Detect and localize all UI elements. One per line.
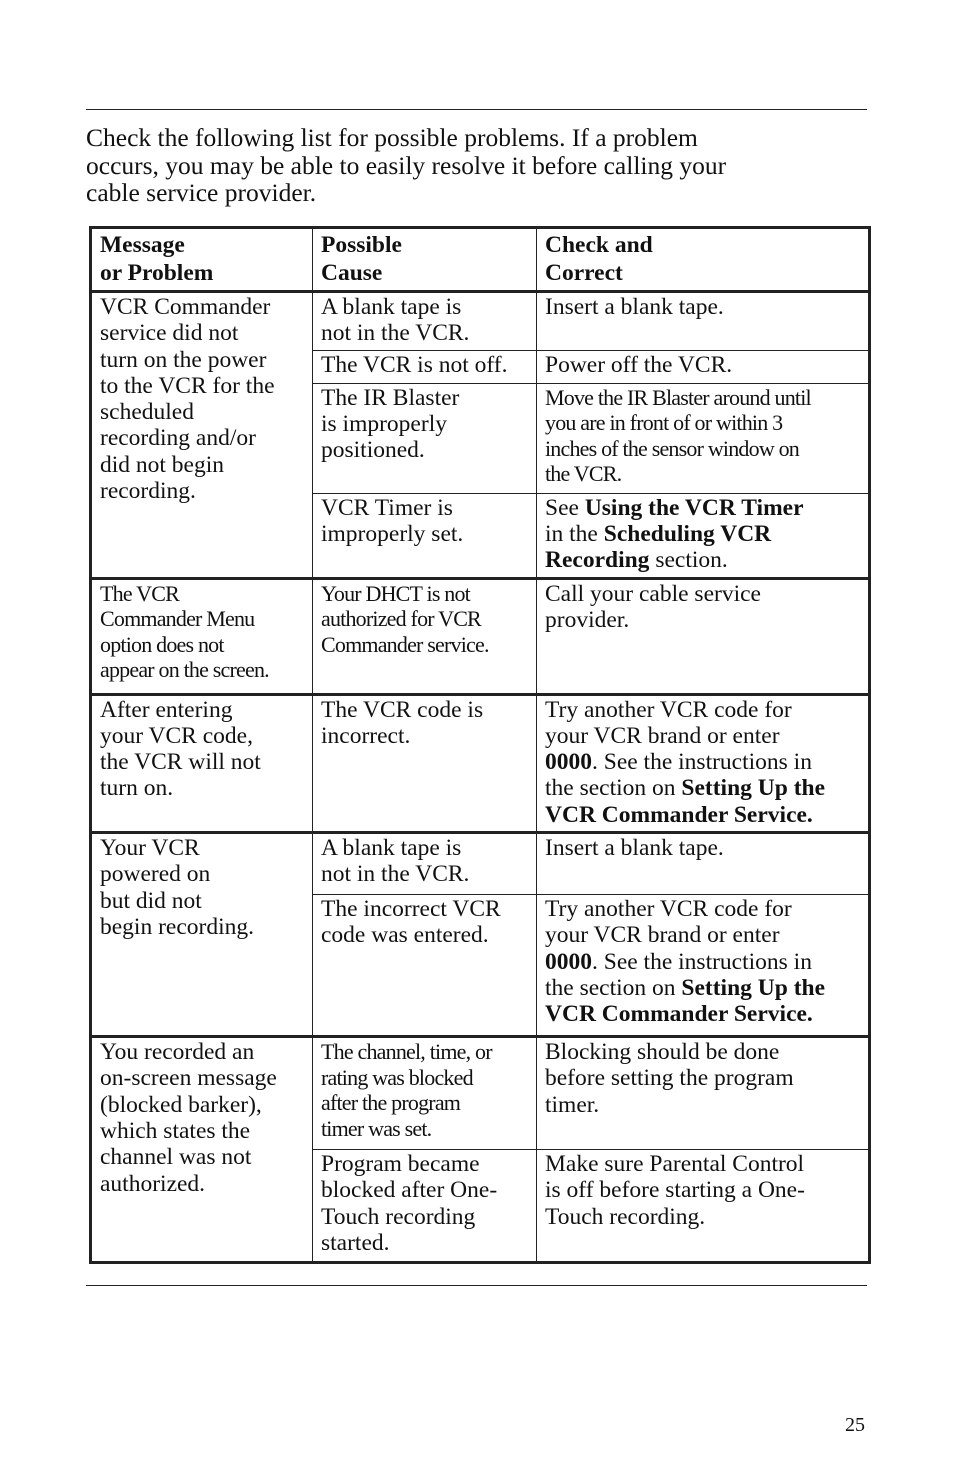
fix-cell (537, 493, 870, 578)
text-line: appear on the screen. (100, 657, 269, 683)
text-line: your VCR brand or enter (545, 922, 780, 949)
text-fragment: the section on (545, 775, 682, 802)
text-fragment: See (545, 494, 585, 521)
table-row (91, 292, 870, 351)
text-line: which states the (100, 1117, 251, 1144)
fix-cell (537, 895, 870, 1037)
text-line: Commander Menu (100, 606, 255, 632)
text-line: Power off the VCR. (545, 351, 733, 378)
text-line: Make sure Parental Control (545, 1151, 805, 1178)
text-line: Insert a blank tape. (545, 294, 724, 320)
text-line (545, 495, 865, 521)
text-line: did not begin (100, 451, 225, 478)
cause-cell (313, 292, 537, 351)
text-line: authorized. (100, 1170, 206, 1197)
text-line: Correct (545, 260, 623, 286)
text-line (545, 949, 865, 975)
section-reference: Setting Up the (681, 775, 826, 802)
text-line: rating was blocked (321, 1064, 473, 1090)
text-line: not in the VCR. (321, 320, 470, 347)
text-line: is improperly (321, 410, 447, 437)
text-line: you are in front of or within 3 (545, 410, 783, 436)
text-line: The VCR (100, 580, 179, 606)
text-line (545, 521, 865, 547)
text-line: Touch recording. (545, 1203, 706, 1230)
page-number: 25 (845, 1414, 865, 1436)
text-line: Commander service. (321, 631, 489, 657)
text-line: The VCR is not off. (321, 351, 508, 378)
text-line: VCR Timer is (321, 494, 453, 521)
text-line: after the program (321, 1090, 461, 1116)
vcr-code: 0000 (545, 749, 592, 776)
text-line: blocked after One- (321, 1177, 498, 1204)
text-line (545, 975, 865, 1001)
text-line: inches of the sensor window on (545, 435, 800, 461)
troubleshooting-table (89, 226, 871, 1264)
fix-cell (537, 1037, 870, 1150)
problem-cell (91, 292, 313, 579)
text-line: begin recording. (100, 913, 255, 940)
cause-cell (313, 895, 537, 1037)
text-line: Possible (321, 232, 402, 258)
fix-cell (537, 383, 870, 493)
text-line: recording and/or (100, 425, 256, 452)
text-fragment: in the (545, 520, 604, 547)
text-line: The channel, time, or (321, 1039, 492, 1065)
text-fragment: section. (649, 547, 728, 574)
text-line: Insert a blank tape. (545, 835, 724, 862)
fix-cell (537, 350, 870, 383)
fix-cell (537, 833, 870, 895)
fix-cell (537, 1150, 870, 1263)
text-line: channel was not (100, 1144, 252, 1171)
intro-paragraph (86, 124, 846, 207)
cause-cell (313, 1150, 537, 1263)
text-line (545, 749, 865, 775)
cause-cell (313, 578, 537, 694)
cause-cell (313, 493, 537, 578)
section-reference: Scheduling VCR (603, 520, 772, 547)
top-rule (86, 109, 867, 110)
text-line: turn on. (100, 775, 174, 802)
text-line: The incorrect VCR (321, 896, 501, 923)
section-reference: Using the VCR Timer (584, 494, 804, 521)
cause-cell (313, 350, 537, 383)
text-line: A blank tape is (321, 294, 462, 320)
text-line: recording. (100, 478, 196, 505)
text-line: Touch recording (321, 1203, 476, 1230)
text-line: started. (321, 1229, 390, 1256)
cause-cell (313, 833, 537, 895)
cause-cell (313, 1037, 537, 1150)
table-row (91, 694, 870, 832)
text-line: After entering (100, 696, 233, 723)
text-line: Call your cable service (545, 580, 761, 607)
text-line: your VCR brand or enter (545, 722, 780, 749)
text-line: powered on (100, 861, 211, 888)
text-line (545, 547, 865, 573)
text-line: not in the VCR. (321, 861, 470, 888)
text-fragment: the section on (545, 974, 682, 1001)
text-line: option does not (100, 631, 224, 657)
text-line: code was entered. (321, 922, 489, 949)
text-line: the VCR will not (100, 749, 261, 776)
text-line: provider. (545, 606, 630, 633)
text-line (545, 775, 865, 801)
fix-cell (537, 578, 870, 694)
table-row (91, 578, 870, 694)
text-line: Message (100, 232, 185, 258)
text-line: scheduled (100, 399, 194, 426)
text-line: improperly set. (321, 520, 464, 547)
section-reference: VCR Commander Service. (545, 801, 813, 828)
vcr-code: 0000 (545, 948, 592, 975)
text-line: timer. (545, 1091, 600, 1118)
text-fragment: . See the instructions in (592, 749, 812, 776)
text-line: Your VCR (100, 835, 200, 862)
header-check (537, 228, 870, 292)
text-line: The IR Blaster (321, 384, 460, 411)
text-line: Your DHCT is not (321, 580, 470, 606)
text-line: Program became (321, 1151, 480, 1178)
text-line: You recorded an (100, 1039, 255, 1066)
text-line: before setting the program (545, 1065, 794, 1092)
text-line: but did not (100, 887, 202, 914)
header-row (91, 228, 870, 292)
bottom-rule (86, 1285, 867, 1286)
text-line: or Problem (100, 260, 214, 286)
text-line: Cause (321, 260, 383, 286)
problem-cell (91, 694, 313, 832)
text-line: the VCR. (545, 461, 622, 487)
section-reference: VCR Commander Service. (545, 1001, 813, 1028)
text-line: to the VCR for the (100, 372, 275, 399)
intro-line: cable service provider. (86, 178, 317, 207)
text-line: Move the IR Blaster around until (545, 384, 811, 410)
text-line: timer was set. (321, 1115, 432, 1141)
text-line: your VCR code, (100, 722, 253, 749)
table-row (91, 1037, 870, 1150)
text-line: positioned. (321, 437, 425, 464)
problem-cell (91, 833, 313, 1037)
intro-line: Check the following list for possible problems. If a problem (86, 123, 698, 152)
section-reference: Recording (545, 547, 650, 574)
cause-cell (313, 694, 537, 832)
intro-line: occurs, you may be able to easily resolve it before calling your (86, 150, 727, 180)
table-row (91, 833, 870, 895)
text-line: on-screen message (100, 1065, 277, 1092)
header-message (91, 228, 313, 292)
text-line: Blocking should be done (545, 1039, 780, 1066)
fix-cell (537, 292, 870, 351)
text-line: authorized for VCR (321, 606, 481, 632)
text-line: turn on the power (100, 346, 267, 373)
text-fragment: . See the instructions in (592, 948, 812, 975)
text-line: is off before starting a One- (545, 1177, 805, 1204)
header-cause (313, 228, 537, 292)
fix-cell (537, 694, 870, 832)
text-line: Try another VCR code for (545, 896, 792, 923)
text-line: (blocked barker), (100, 1091, 262, 1118)
text-line: Check and (545, 232, 653, 258)
text-line: VCR Commander (100, 294, 271, 320)
text-line: service did not (100, 320, 239, 347)
text-line: Try another VCR code for (545, 696, 792, 723)
text-line: incorrect. (321, 722, 411, 749)
text-line: The VCR code is (321, 696, 484, 723)
problem-cell (91, 578, 313, 694)
section-reference: Setting Up the (681, 974, 826, 1001)
text-line: A blank tape is (321, 835, 462, 862)
cause-cell (313, 383, 537, 493)
problem-cell (91, 1037, 313, 1263)
